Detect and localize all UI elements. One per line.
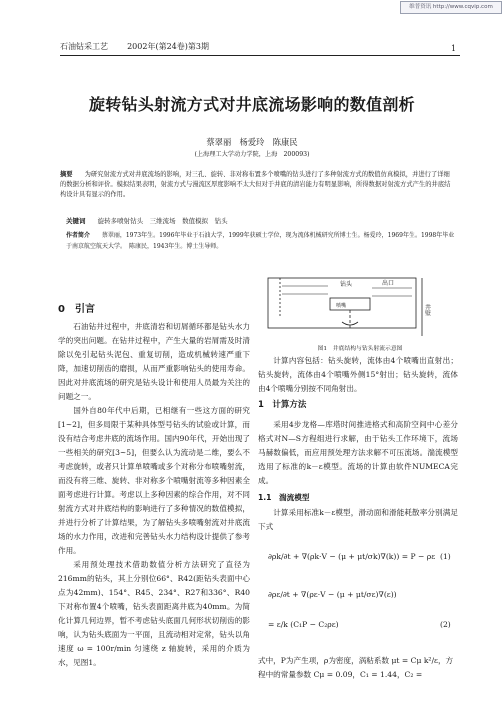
figure-label-nozzle: 喷嘴 (336, 303, 347, 309)
equation-1-number: (1) (440, 552, 451, 561)
watermark: 维普资讯 http://www.cqvip.com (400, 1, 502, 14)
authors: 蔡翠丽 杨爱玲 陈康民 (206, 137, 298, 147)
page-number: 1 (451, 44, 457, 53)
equation-2-lhs: ∂ρε/∂t + ∇(ρε·V − (μ + μt/σε)∇(ε)) (268, 590, 397, 599)
keywords-label: 关键词 (66, 217, 86, 225)
turb-text: 计算采用标准k－ε模型，滑动面和滑能耗散率分别满足下式 (258, 508, 458, 531)
affiliation: (上海理工大学动力学院，上海 200093) (194, 151, 310, 158)
figure-label-outlet: 出口 (382, 280, 395, 287)
equation-1: ∂ρk/∂t + ∇(ρk·V − (μ + μt/σk)∇(k)) = P − ρε (268, 552, 436, 561)
turb-heading: 1.1 湍流模型 (258, 493, 310, 502)
figure-caption: 图1 井底结构与钻头射流示意图 (317, 346, 403, 352)
keywords-text: 旋转多喷射钻头 三维流场 数值模拟 钻头 (97, 217, 228, 225)
author-bio (66, 230, 456, 252)
figure-label-bit: 钻头 (340, 281, 353, 288)
abstract-label: 摘要 (60, 171, 73, 178)
bio-label: 作者简介 (66, 232, 91, 239)
calc-content (258, 354, 458, 396)
intro-heading: 0 引言 (58, 304, 95, 315)
running-header (60, 41, 209, 52)
figure-label-well: 井壁 (423, 304, 431, 316)
calc-text: 采用4步龙格—库塔时间推进格式和高阶空间中心差分格式对N—S方程组进行求解，由于钻头工作环境下，流场马赫数偏低，而应用预处理方法求解不可压流场。湍流模型选用了标准的k－ε模型。流场的计算由软件NUMECA完成。 (258, 420, 458, 485)
header-rule (60, 55, 460, 56)
intro-body (58, 320, 250, 670)
intro-paragraph: 石油钻井过程中，井底清岩和切屑循环都是钻头水力学的突出问题。在钻井过程中，产生大量的岩屑需及时清除以免引起钻头泥包、重复切削，造成机械转速严重下降，加速切削齿的磨损，从而严重影响钻头的使用寿命。因此对井底流场的研究是钻头设计和使用人员最为关注的问题之一。 (58, 322, 250, 401)
intro-paragraph: 国外自80年代中后期，已相继有一些这方面的研究[1~2]，但多局限于某种具体型号钻头的试验或计算，而没有结合考虑井底的流场作用。国内90年代，开始出现了一些相关的研究[3~5]，但要么认为流动是二维，要么不考虑旋转，或者只计算单喷嘴或多个对称分布喷嘴射流，而没有将三维、旋转、非对称多个喷嘴射流等多种因素全面考虑进行计算。考虑以上多种因素的综合作用，对不同射流方式对井底结构的影响进行了多种情况的数值模拟，并进行分析了计算结果，为了解钻头多喷嘴射流对井底流场的水力作用，改进和完善钻头水力结构设计提供了参考作用。 (58, 406, 250, 555)
abstract-text: 为研究射流方式对井底流场的影响，对三孔、旋转、非对称布置多个喷嘴的钻头进行了多种射流方式的数值仿真模拟，并进行了详细的数据分析和评价。模拟结果表明，射流方式与漫流区厚度影响不太大但对于井底的清岩能力有明显影响，所得数据对射流方式产生的井底结构设计具有显示的作用。 (60, 171, 451, 198)
turb-body (258, 506, 458, 534)
abstract (60, 170, 455, 200)
keywords (66, 216, 228, 225)
equation-notes: 式中，P为产生项，ρ为密度，涡粘系数 μt = Cμ k²/ε，方程中的常量参数 Cμ = 0.09，C₁ = 1.44，C₂ = (258, 656, 454, 679)
wellbore-figure (262, 276, 458, 340)
paper-title: 旋转钻头射流方式对井底流场影响的数值剖析 (88, 95, 415, 114)
journal-name: 石油钻采工艺 (60, 42, 108, 51)
bio-text: 蔡翠丽，1973年生。1996年毕业于石油大学，1999年获硕士学位，现为流体机械研究所博士生。杨爱玲，1969年生。1998年毕业于南京航空航天大学。 陈康民，1943年生。博士生导师。 (66, 232, 455, 250)
calc-heading: 1 计算方法 (258, 400, 307, 410)
equation-2-number: (2) (440, 620, 451, 629)
issue-info: 2002年(第24卷)第3期 (127, 42, 209, 51)
intro-paragraph: 采用预处理技术借助数值分析方法研究了直径为216mm的钻头，其上分别位66°、R42(距钻头表面中心点为42mm)、154°、R45、234°、R27和336°、R40下对称布置4个喷嘴，钻头表面距离井底为40mm。为简化计算几何边界，暂不考虑钻头底面几何形状切削齿的影响，认为钻头底面为一平面，且流动相对定常，钻头以角速度 ω = 100r/min 匀速绕 z 轴旋转，采用的介质为水，见图1。 (58, 560, 250, 667)
calc-body (258, 418, 458, 488)
calc-content-text: 计算内容包括：钻头旋转，流体由4个喷嘴出直射出；钻头旋转，流体由4个喷嘴外侧15°射出；钻头旋转，流体由4个喷嘴分别按不同角射出。 (258, 356, 458, 393)
equation-2-rhs: = ε/k (C₁P − C₂ρε) (268, 620, 339, 629)
